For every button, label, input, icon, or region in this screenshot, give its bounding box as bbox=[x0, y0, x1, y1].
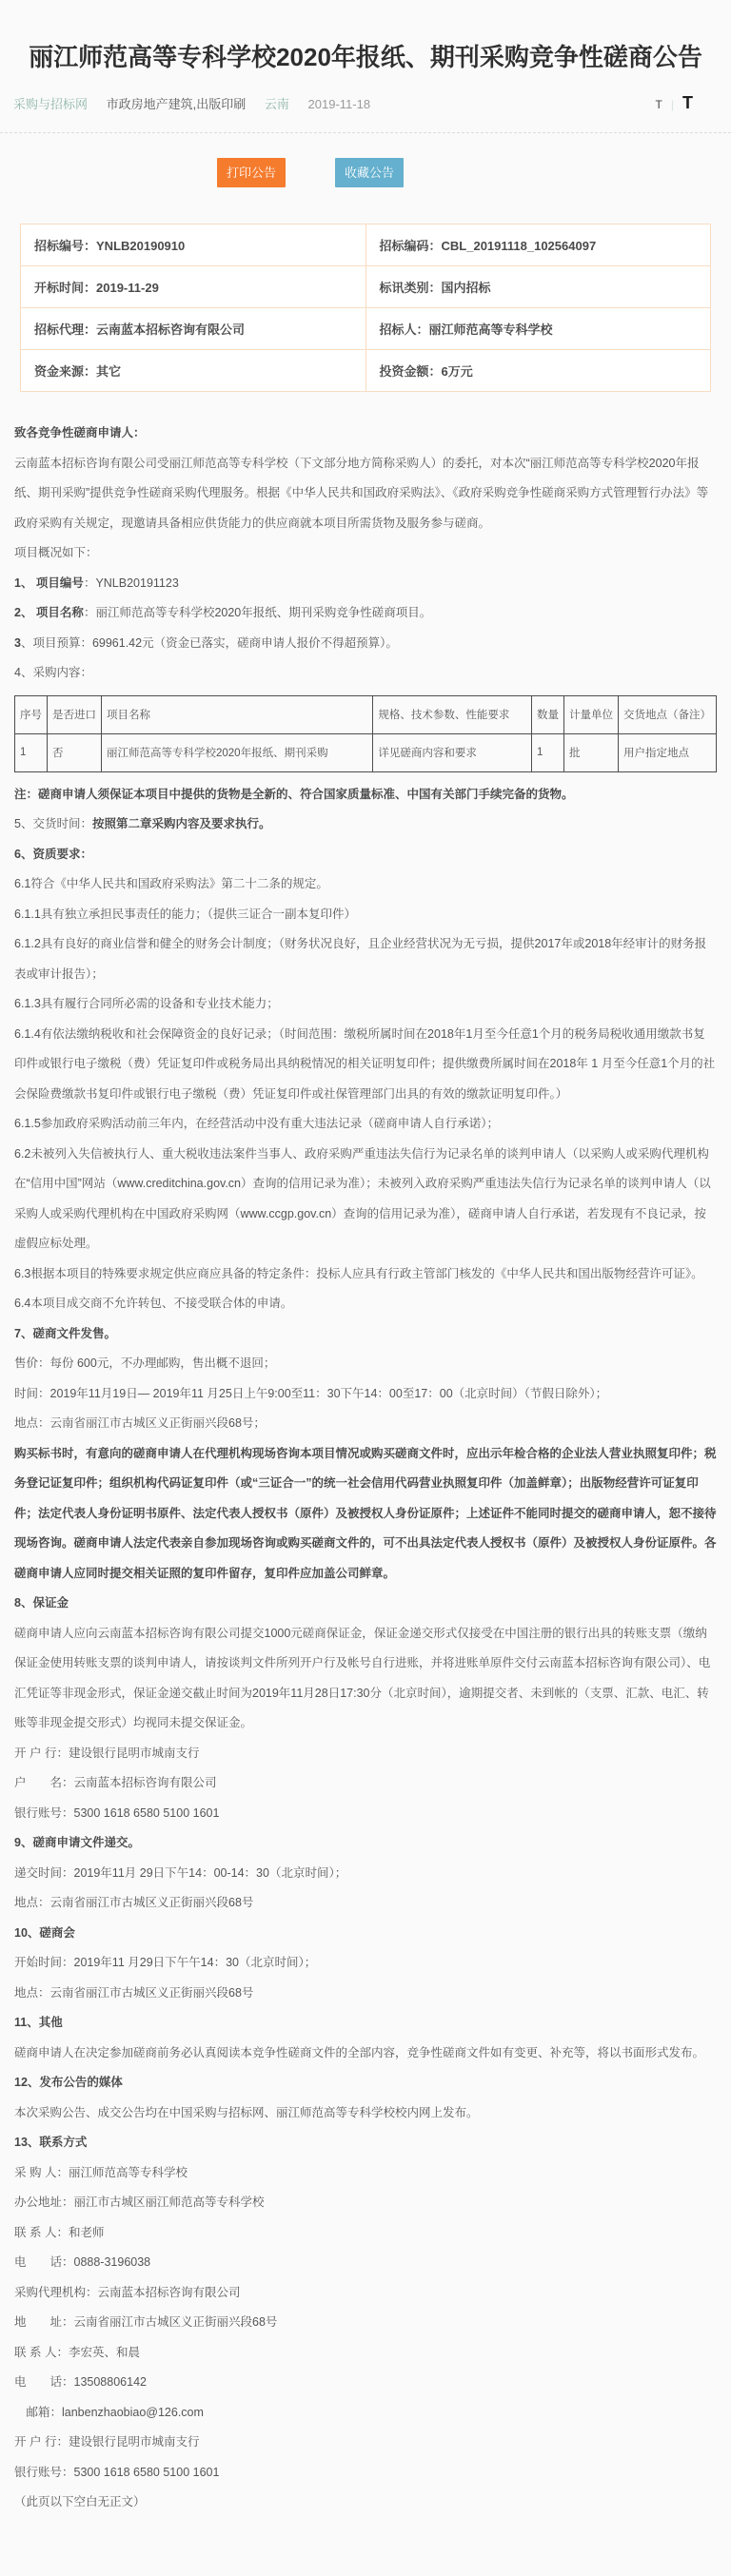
info-cell bbox=[366, 266, 711, 308]
info-cell bbox=[366, 308, 711, 350]
print-announcement-button[interactable]: 打印公告 bbox=[217, 158, 286, 187]
paragraph-text: 地点：云南省丽江市古城区义正街丽兴段68号； bbox=[14, 1416, 266, 1430]
paragraph-text: 递交时间：2019年11月 29日下午14：00-14：30（北京时间）； bbox=[14, 1865, 347, 1880]
paragraph-text: 8、保证金 bbox=[14, 1596, 69, 1610]
paragraph bbox=[14, 1140, 717, 1259]
paragraph-text: 邮箱：lanbenzhaobiao@126.com bbox=[14, 2405, 204, 2419]
paragraph-text: 采购代理机构：云南蓝本招标咨询有限公司 bbox=[14, 2285, 241, 2299]
paragraph-text: 开 户 行：建设银行昆明市城南支行 bbox=[14, 2435, 200, 2449]
breadcrumb-category-link[interactable]: 市政房地产建筑,出版印刷 bbox=[106, 97, 247, 111]
info-value: 丽江师范高等专科学校 bbox=[428, 322, 553, 337]
paragraph-text: 6.1符合《中华人民共和国政府采购法》第二十二条的规定。 bbox=[14, 877, 328, 890]
paragraph bbox=[14, 2308, 717, 2338]
paragraph-text: 6.2未被列入失信被执行人、重大税收违法案件当事人、政府采购严重违法失信行为记录名单的谈判申请人（以采购人或采购代理机构在“信用中国”网站（www.creditchina.gov.cn）查询的信用记录为准）；未被列入政府采购严重违法失信行为记录名单的谈判申请人（以采购人或采购代理机构在中国政府采购网（www.ccgp.gov.cn）查询的信用记录为准），磋商申请人自行承诺，若发现有不良记录，按虚假应标处理。 bbox=[14, 1146, 711, 1250]
paragraph-text: 银行账号：5300 1618 6580 5100 1601 bbox=[14, 1805, 220, 1820]
body-paragraphs-top bbox=[14, 419, 717, 689]
info-label: 招标代理： bbox=[34, 322, 97, 337]
paragraph bbox=[14, 2428, 717, 2458]
paragraph-text: 10、磋商会 bbox=[14, 1925, 75, 1940]
paragraph-text: 云南蓝本招标咨询有限公司受丽江师范高等专科学校（下文部分地方简称采购人）的委托，对本次“丽江师范高等专科学校2020年报纸、期刊采购”提供竞争性磋商采购代理服务。根据《中华人民共和国政府采购法》、《政府采购竞争性磋商采购方式管理暂行办法》等政府采购有关规定，现邀请具备相应供货能力的供应商就本项目所需货物及服务参与磋商。 bbox=[14, 456, 709, 530]
paragraph-text: 开 户 行：建设银行昆明市城南支行 bbox=[14, 1746, 200, 1760]
info-label: 招标人： bbox=[379, 322, 429, 337]
items-header-row bbox=[15, 695, 717, 733]
info-label: 开标时间： bbox=[34, 281, 97, 295]
column-header: 是否进口 bbox=[48, 695, 102, 733]
paragraph-text: 注：磋商申请人须保证本项目中提供的货物是全新的、符合国家质量标准、中国有关部门手续完备的货物。 bbox=[14, 787, 574, 801]
paragraph-text: 4、采购内容： bbox=[14, 666, 92, 679]
paragraph-text: 磋商申请人在决定参加磋商前务必认真阅读本竞争性磋商文件的全部内容，竞争性磋商文件如有变更、补充等，将以书面形式发布。 bbox=[14, 2045, 705, 2059]
paragraph bbox=[14, 1768, 717, 1799]
paragraph bbox=[14, 449, 717, 539]
paragraph bbox=[14, 1859, 717, 1889]
paragraph-text: ：丽江师范高等专科学校2020年报纸、期刊采购竞争性磋商项目。 bbox=[83, 606, 432, 619]
info-cell bbox=[21, 266, 366, 308]
page-title: 丽江师范高等专科学校2020年报纸、期刊采购竞争性磋商公告 bbox=[29, 43, 702, 71]
column-header: 项目名称 bbox=[102, 695, 373, 733]
info-cell bbox=[21, 224, 366, 266]
paragraph-text: 地 址：云南省丽江市古城区义正街丽兴段68号 bbox=[14, 2315, 278, 2329]
paragraph bbox=[14, 1289, 717, 1319]
breadcrumb bbox=[13, 94, 385, 112]
paragraph bbox=[14, 569, 717, 599]
paragraph-text: 6.1.4有依法缴纳税收和社会保障资金的良好记录；（时间范围：缴税所属时间在2018年1月至今任意1个月的税务局税收通用缴款书复印件或银行电子缴税（费）凭证复印件或税务局出具纳税情况的相关证明复印件；提供缴费所属时间在2018年 1 月至今任意1个月的社会保险费缴款书复印件或银行电子缴税（费）凭证复印件或社保管理部门出具的有效的缴款证明复印件。） bbox=[14, 1026, 716, 1101]
info-label: 招标编号： bbox=[34, 239, 97, 253]
paragraph bbox=[14, 538, 717, 569]
paragraph bbox=[14, 989, 717, 1020]
action-buttons bbox=[0, 158, 676, 187]
paragraph-text: 采 购 人：丽江师范高等专科学校 bbox=[14, 2165, 188, 2179]
paragraph-text: 13、联系方式 bbox=[14, 2136, 88, 2149]
paragraph bbox=[14, 929, 717, 989]
paragraph-text: 6、资质要求： bbox=[14, 847, 92, 861]
info-value: 国内招标 bbox=[441, 281, 491, 295]
info-label: 标讯类别： bbox=[379, 281, 442, 295]
paragraph-text: 时间：2019年11月19日— 2019年11 月25日上午9:00至11：30下午14：00至17：00（北京时间）（节假日除外）； bbox=[14, 1386, 608, 1400]
items-row bbox=[15, 733, 717, 771]
paragraph bbox=[14, 840, 717, 870]
paragraph-text: 磋商申请人应向云南蓝本招标咨询有限公司提交1000元磋商保证金，保证金递交形式仅接受在中国注册的银行出具的转账支票（缴纳保证金使用转账支票的谈判申请人，请按谈判文件所列开户行及帐号自行进账，并将进账单原件交付云南蓝本招标咨询有限公司）、电汇凭证等非现金形式，保证金递交截止时间为2019年11月28日17:30分（北京时间），逾期提交者、未到帐的（支票、汇款、电汇、转账等非现金提交形式）均视同未提交保证金。 bbox=[14, 1626, 711, 1729]
paragraph-text: 2、 项目名称 bbox=[14, 606, 84, 619]
paragraph bbox=[14, 1439, 717, 1590]
paragraph bbox=[14, 1919, 717, 1949]
tender-info-table bbox=[20, 224, 711, 392]
breadcrumb-source-link[interactable]: 采购与招标网 bbox=[13, 97, 89, 111]
breadcrumb-region-link[interactable]: 云南 bbox=[264, 97, 289, 111]
paragraph bbox=[14, 2068, 717, 2098]
font-controls-divider: | bbox=[670, 98, 674, 111]
font-size-controls bbox=[656, 93, 693, 113]
paragraph-text: 电 话：13508806142 bbox=[14, 2375, 147, 2389]
paragraph-text: ：YNLB20191123 bbox=[83, 576, 179, 590]
paragraph bbox=[14, 900, 717, 930]
paragraph-text: 项目概况如下： bbox=[14, 546, 98, 559]
paragraph bbox=[14, 2488, 717, 2518]
paragraph bbox=[14, 780, 717, 810]
paragraph bbox=[14, 2008, 717, 2039]
paragraph bbox=[14, 1979, 717, 2009]
items-cell: 1 bbox=[15, 733, 48, 771]
info-value: 6万元 bbox=[441, 364, 473, 379]
paragraph bbox=[14, 2039, 717, 2069]
paragraph bbox=[14, 1319, 717, 1350]
paragraph bbox=[14, 2248, 717, 2278]
paragraph bbox=[14, 2398, 717, 2429]
paragraph bbox=[14, 1020, 717, 1110]
info-value: 云南蓝本招标咨询有限公司 bbox=[96, 322, 246, 337]
paragraph-text: 1、 项目编号 bbox=[14, 576, 84, 590]
paragraph-text: 本次采购公告、成交公告均在中国采购与招标网、丽江师范高等专科学校校内网上发布。 bbox=[14, 2105, 479, 2119]
paragraph bbox=[14, 1379, 717, 1410]
paragraph-text: 6.3根据本项目的特殊要求规定供应商应具备的特定条件：投标人应具有行政主管部门核发的《中华人民共和国出版物经营许可证》。 bbox=[14, 1266, 703, 1280]
paragraph-text: 6.1.1具有独立承担民事责任的能力；（提供三证合一副本复印件） bbox=[14, 907, 357, 921]
procurement-items-table bbox=[14, 695, 717, 772]
info-label: 招标编码： bbox=[379, 239, 442, 253]
info-cell bbox=[21, 350, 366, 392]
info-cell bbox=[21, 308, 366, 350]
paragraph-text: 办公地址：丽江市古城区丽江师范高等专科学校 bbox=[14, 2195, 265, 2209]
paragraph-text: 11、其他 bbox=[14, 2016, 63, 2029]
paragraph bbox=[14, 629, 717, 659]
paragraph-text: 按照第二章采购内容及要求执行。 bbox=[91, 817, 271, 830]
paragraph-text: 电 话：0888-3196038 bbox=[14, 2255, 151, 2269]
paragraph bbox=[14, 2188, 717, 2218]
info-cell bbox=[366, 350, 711, 392]
paragraph-text: 、项目预算：69961.42元（资金已落实，磋商申请人报价不得超预算）。 bbox=[20, 635, 398, 650]
paragraph-text: 7、磋商文件发售。 bbox=[14, 1326, 116, 1340]
info-cell bbox=[366, 224, 711, 266]
body-paragraphs-bottom bbox=[14, 780, 717, 2518]
info-value: CBL_20191118_102564097 bbox=[441, 239, 597, 253]
publish-date: 2019-11-18 bbox=[307, 97, 371, 111]
paragraph bbox=[14, 869, 717, 900]
paragraph bbox=[14, 419, 717, 449]
info-value: 2019-11-29 bbox=[96, 281, 159, 295]
paragraph bbox=[14, 1948, 717, 1979]
paragraph-text: 12、发布公告的媒体 bbox=[14, 2076, 123, 2089]
column-header: 数量 bbox=[532, 695, 564, 733]
paragraph-text: 9、磋商申请文件递交。 bbox=[14, 1836, 140, 1849]
paragraph-text: 银行账号：5300 1618 6580 5100 1601 bbox=[14, 2465, 220, 2479]
paragraph-text: 户 名：云南蓝本招标咨询有限公司 bbox=[14, 1776, 217, 1789]
dashed-divider bbox=[0, 132, 731, 133]
paragraph bbox=[14, 2338, 717, 2369]
paragraph bbox=[14, 1828, 717, 1859]
paragraph bbox=[14, 1799, 717, 1829]
info-label: 资金来源： bbox=[34, 364, 97, 379]
items-cell: 1 bbox=[532, 733, 564, 771]
column-header: 计量单位 bbox=[564, 695, 619, 733]
paragraph-text: 6.4本项目成交商不允许转包、不接受联合体的申请。 bbox=[14, 1297, 293, 1310]
paragraph bbox=[14, 1739, 717, 1769]
paragraph-text: 致各竞争性磋商申请人： bbox=[14, 426, 146, 439]
paragraph-text: 联 系 人：李宏英、和晨 bbox=[14, 2345, 140, 2359]
paragraph bbox=[14, 1409, 717, 1439]
paragraph-text: 5、交货时间： bbox=[14, 817, 92, 830]
paragraph-text: 联 系 人：和老师 bbox=[14, 2225, 105, 2239]
info-value: 其它 bbox=[96, 364, 122, 379]
info-table-row bbox=[21, 350, 711, 392]
info-value: YNLB20190910 bbox=[96, 239, 186, 253]
paragraph-text: 6.1.3具有履行合同所必需的设备和专业技术能力； bbox=[14, 997, 279, 1010]
paragraph-text: 开始时间：2019年11 月29日下午午14：30（北京时间）； bbox=[14, 1956, 317, 1969]
paragraph bbox=[14, 2098, 717, 2129]
favorite-announcement-button[interactable]: 收藏公告 bbox=[335, 158, 404, 187]
items-cell: 丽江师范高等专科学校2020年报纸、期刊采购 bbox=[102, 733, 373, 771]
items-cell: 详见磋商内容和要求 bbox=[373, 733, 532, 771]
paragraph bbox=[14, 2458, 717, 2488]
info-table-row bbox=[21, 308, 711, 350]
paragraph-text: 6.1.5参加政府采购活动前三年内，在经营活动中没有重大违法记录（磋商申请人自行承诺）； bbox=[14, 1117, 500, 1130]
paragraph-text: 3 bbox=[14, 635, 21, 650]
paragraph bbox=[14, 1589, 717, 1619]
paragraph bbox=[14, 1109, 717, 1140]
info-label: 投资金额： bbox=[379, 364, 442, 379]
paragraph-text: 地点：云南省丽江市古城区义正街丽兴段68号 bbox=[14, 1985, 254, 2000]
column-header: 交货地点（备注） bbox=[619, 695, 717, 733]
items-cell: 否 bbox=[48, 733, 102, 771]
meta-bar bbox=[13, 93, 720, 113]
info-table-row bbox=[21, 224, 711, 266]
font-decrease-button[interactable]: T bbox=[655, 98, 662, 111]
paragraph bbox=[14, 2128, 717, 2158]
announcement-body bbox=[14, 419, 717, 2518]
column-header: 规格、技术参数、性能要求 bbox=[373, 695, 532, 733]
paragraph bbox=[14, 2368, 717, 2398]
paragraph bbox=[14, 1888, 717, 1919]
paragraph-text: 6.1.2具有良好的商业信誉和健全的财务会计制度；（财务状况良好，且企业经营状况为无亏损，提供2017年或2018年经审计的财务报表或审计报告）； bbox=[14, 937, 707, 981]
paragraph-text: （此页以下空白无正文） bbox=[14, 2495, 146, 2508]
paragraph-text: 售价：每份 600元，不办理邮购，售出概不退回； bbox=[14, 1356, 276, 1370]
font-increase-button[interactable]: T bbox=[682, 93, 693, 112]
paragraph-text: 购买标书时，有意向的磋商申请人在代理机构现场咨询本项目情况或购买磋商文件时，应出示年检合格的企业法人营业执照复印件；税务登记证复印件；组织机构代码证复印件（或“三证合一”的统一社会信用代码营业执照复印件（加盖鲜章）；出版物经营许可证复印件；法定代表人身份证明书原件、法定代表人授权书（原件）及被授权人身份证原件；上述证件不能同时提交的磋商申请人，恕不接待现场咨询。磋商申请人法定代表亲自参加现场咨询或购买磋商文件的，可不出具法定代表人授权书（原件）及被授权人身份证原件。各磋商申请人应同时提交相关证照的复印件留存，复印件应加盖公司鲜章。 bbox=[14, 1446, 717, 1580]
paragraph-text: 地点：云南省丽江市古城区义正街丽兴段68号 bbox=[14, 1896, 254, 1909]
items-cell: 用户指定地点 bbox=[619, 733, 717, 771]
items-cell: 批 bbox=[564, 733, 619, 771]
paragraph bbox=[14, 2218, 717, 2249]
paragraph bbox=[14, 810, 717, 840]
paragraph bbox=[14, 1259, 717, 1290]
paragraph bbox=[14, 1349, 717, 1379]
info-table-row bbox=[21, 266, 711, 308]
column-header: 序号 bbox=[15, 695, 48, 733]
paragraph bbox=[14, 2158, 717, 2189]
paragraph bbox=[14, 598, 717, 629]
paragraph bbox=[14, 658, 717, 689]
paragraph bbox=[14, 1619, 717, 1739]
paragraph bbox=[14, 2278, 717, 2309]
